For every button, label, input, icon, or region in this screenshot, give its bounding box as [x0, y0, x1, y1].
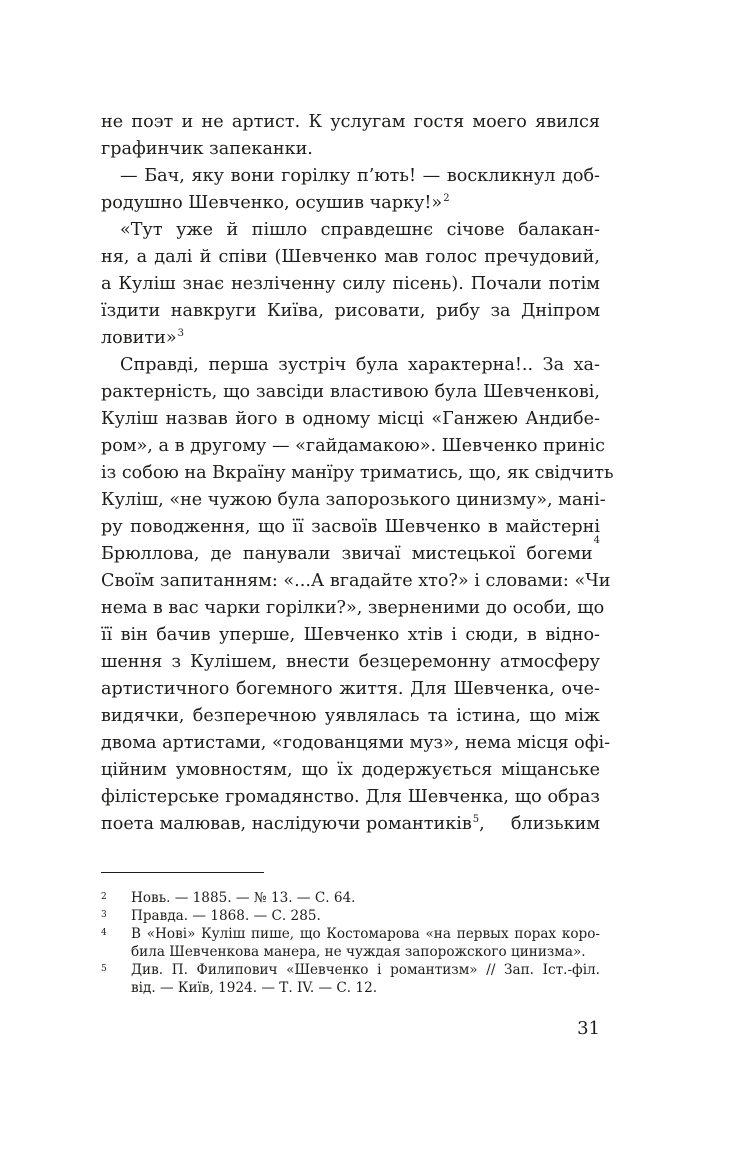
footnote — [101, 961, 600, 997]
text-line: «Тут уже й пішло справдешнє січове балакан- — [120, 220, 600, 240]
text-line: Справді, перша зустріч була характерна!.. За ха- — [120, 355, 600, 375]
text-line: артистичного богемного життя. Для Шевченка, оче- — [101, 679, 600, 699]
footnote — [101, 907, 600, 925]
text-line: видячки, безперечною уявлялась та істина, що між — [101, 706, 600, 726]
footnote-number: 4 — [101, 928, 107, 938]
text-line-content: Брюллова, де панували звичаї мистецької богеми — [101, 544, 593, 564]
text-line: Куліш, «не чужою була запорозького цинизму», мані- — [101, 490, 606, 510]
footnote-marker: 3 — [177, 328, 184, 339]
text-line: її він бачив уперше, Шевченко хтів і сюди, в відно- — [101, 625, 600, 645]
text-line: ня, а далі й співи (Шевченко мав голос пречудовий, — [101, 247, 600, 267]
text-line: — Бач, яку вони горілку п’ють! — воскликнул доб- — [120, 166, 600, 186]
text-line — [101, 535, 600, 568]
footnote-separator — [101, 872, 264, 873]
text-line-content: родушно Шевченко, осушив чарку!» — [101, 193, 443, 213]
footnote-text: В «Нові» Куліш пише, що Костомарова «на первых порах коро- — [131, 926, 600, 942]
footnote-marker: 5 — [472, 814, 480, 825]
text-line: графинчик запеканки. — [101, 139, 313, 159]
footnote-marker: 4 — [593, 535, 600, 546]
text-line: із собою на Вкраїну манїру триматись, що, як свідчить — [101, 463, 614, 483]
footnote-text: била Шевченкова манера, не чуждая запорожского цинизма». — [131, 944, 586, 960]
footnotes — [101, 889, 600, 997]
text-line: ру поводження, що її засвоїв Шевченко в майстерні — [101, 517, 600, 537]
text-line: двома артистами, «годованцями муз», нема місця офі- — [101, 733, 611, 753]
footnote — [101, 925, 600, 961]
footnote-text: від. — Київ, 1924. — Т. IV. — С. 12. — [131, 980, 378, 996]
text-line: не поэт и не артист. К услугам гостя моего явился — [101, 112, 600, 132]
footnote-text: Новь. — 1885. — № 13. — С. 64. — [131, 890, 356, 906]
main-text — [101, 109, 614, 838]
text-line: ром», а в другому — «гайдамакою». Шевченко приніс — [101, 436, 605, 456]
footnote — [101, 889, 600, 907]
text-line — [101, 190, 600, 217]
page-number: 31 — [577, 1018, 600, 1039]
text-line — [101, 811, 600, 838]
text-line-content: близьким — [510, 814, 600, 834]
footnote-text: Правда. — 1868. — С. 285. — [131, 908, 321, 924]
text-line: їздити навкруги Київа, рисовати, рибу за Дніпром — [101, 301, 600, 321]
text-line: Куліш назвав його в одному місці «Ганжею Андибе- — [101, 409, 600, 429]
text-line — [101, 325, 600, 352]
text-line: Своїм запитанням: «...А вгадайте хто?» і словами: «Чи — [101, 571, 611, 591]
text-line: рактерність, що завсіди властивою була Шевченкові, — [101, 382, 600, 402]
text-line: ційним умовностям, що їх додержується міщанське — [101, 760, 600, 780]
text-line-content: ловити» — [101, 328, 177, 348]
text-line: філістерське громадянство. Для Шевченка, що образ — [101, 787, 600, 807]
text-line: а Куліш знає незліченну силу пісень). Почали потім — [101, 274, 600, 294]
footnote-number: 2 — [101, 892, 107, 902]
footnote-number: 3 — [101, 910, 107, 920]
text-line-content: поета малював, наслідуючи романтиків$^5$, — [101, 814, 485, 834]
footnote-text: Див. П. Филипович «Шевченко і романтизм» // Зап. Іст.-філ. — [131, 962, 600, 978]
text-line: нема в вас чарки горілки?», зверненими до особи, що — [101, 598, 605, 618]
footnote-number: 5 — [101, 964, 107, 974]
text-line: шення з Кулішем, внести безцеремонну атмосферу — [101, 652, 600, 672]
footnote-marker: 2 — [443, 193, 450, 204]
